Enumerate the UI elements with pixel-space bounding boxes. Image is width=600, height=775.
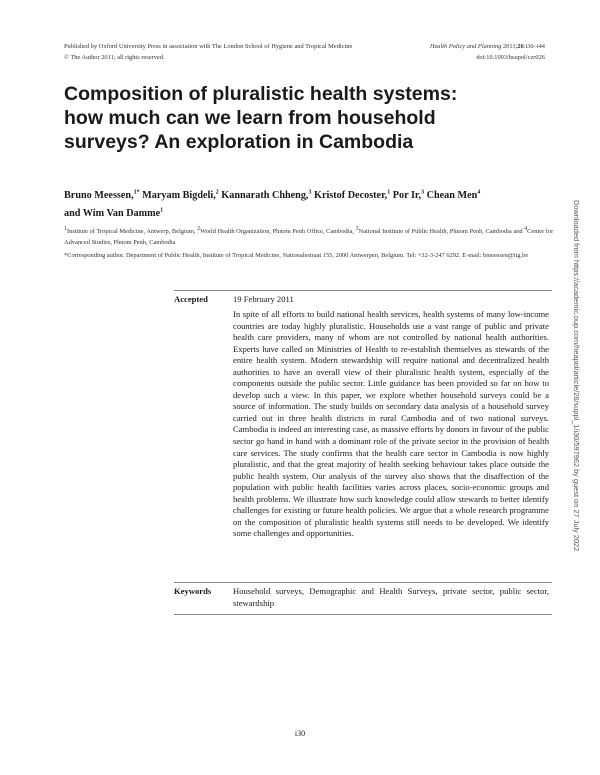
author: Kannarath Chheng,$^3$ xyxy=(221,190,312,202)
accepted-label: Accepted xyxy=(174,294,208,304)
divider xyxy=(174,290,552,291)
abstract-text: In spite of all efforts to build national health services, health systems of many low-income countries are today highly pluralistic. Households use a vast range of public and private health care providers, many of whom are not controlled by national health authorities. Experts have called on Ministries of Health to re-establish themselves as stewards of the entire health system. Modern stewardship will require national and decentralized health authorities to have an overall view of their pluralistic health system, especially of the components outside the public sector. Little guidance has been provided so far on how to develop such a view. In this paper, we explore whether household surveys could be a source of information. The study builds on secondary data analysis of a household survey carried out in three health districts in rural Cambodia and of two national surveys. Cambodia is indeed an interesting case, as massive efforts by donors in favour of the public sector go hand in hand with a dominant role of the private sector in the provision of health care services. The study confirms that the health care sector in Cambodia is now highly pluralistic, and that the great majority of health seeking behaviour takes place outside the public health system. Our analysis of the survey also shows that the disaffection of the population with public health facilities varies across places, socio-economic groups and health problems. We illustrate how such knowledge could allow stewards to better identify challenges for existing or future health policies. We argue that a whole research programme on the composition of pluralistic health systems still needs to be developed. We identify some challenges and opportunities. xyxy=(233,309,549,539)
affiliation: $^4$Center for Advanced Studies, Phnom Penh, Cambodia xyxy=(64,226,554,247)
accepted-date: 19 February 2011 xyxy=(233,294,294,304)
divider xyxy=(174,614,552,615)
page-number: i30 xyxy=(294,729,306,738)
citation-volume: 26 xyxy=(517,43,524,50)
citation-line xyxy=(395,41,545,52)
author: Maryam Bigdeli,$^2$ xyxy=(142,190,219,202)
keywords-text: Household surveys, Demographic and Health Surveys, private sector, public sector, stewardship xyxy=(233,586,549,608)
author: Por Ir,$^3$ xyxy=(392,190,425,202)
doi-link[interactable]: doi:10.1093/heapol/czr026 xyxy=(476,54,545,61)
affiliation: $^1$Institute of Tropical Medicine, Antwerp, Belgium, xyxy=(64,226,198,236)
affiliation: $^2$World Health Organization, Phnom Penh Office, Cambodia, xyxy=(197,226,356,236)
affiliation: $^3$National Institute of Public Health, Phnom Penh, Cambodia and xyxy=(355,226,525,236)
citation-pages: :i30–i44 xyxy=(523,43,545,50)
copyright-line: © The Author 2011; all rights reserved. xyxy=(64,54,165,61)
author: Kristof Decoster,$^1$ xyxy=(314,190,391,202)
correspondence-note: *Corresponding author. Department of Public Health, Institute of Tropical Medicine, Nationalestraat 155, 2000 Antwerpen, Belgium. Tel: +32-3-247 6292. E-mail: bmeessen@itg.be xyxy=(64,252,529,259)
publisher-line: Published by Oxford University Press in association with The London School of Hygiene and Tropical Medicine xyxy=(64,43,353,50)
citation-block xyxy=(395,41,545,63)
journal-name: Health Policy and Planning xyxy=(429,43,502,50)
author: Chean Men$^4$ xyxy=(426,190,481,202)
citation-year: 2011; xyxy=(502,43,518,50)
keywords-label: Keywords xyxy=(174,586,212,596)
download-watermark[interactable]: Downloaded from https://academic.oup.com/heapol/article/26/suppl_1/i30/597962 by guest on 27 July 2022 xyxy=(572,200,581,552)
affiliations xyxy=(64,224,554,248)
author: Bruno Meessen,$^{1*}$ xyxy=(64,190,140,202)
divider xyxy=(174,582,552,583)
author-list xyxy=(64,186,554,221)
article-title: Composition of pluralistic health systems: how much can we learn from household surveys? An exploration in Cambodia xyxy=(64,83,458,153)
author: and Wim Van Damme$^1$ xyxy=(64,207,164,219)
publisher-notice xyxy=(64,41,424,63)
